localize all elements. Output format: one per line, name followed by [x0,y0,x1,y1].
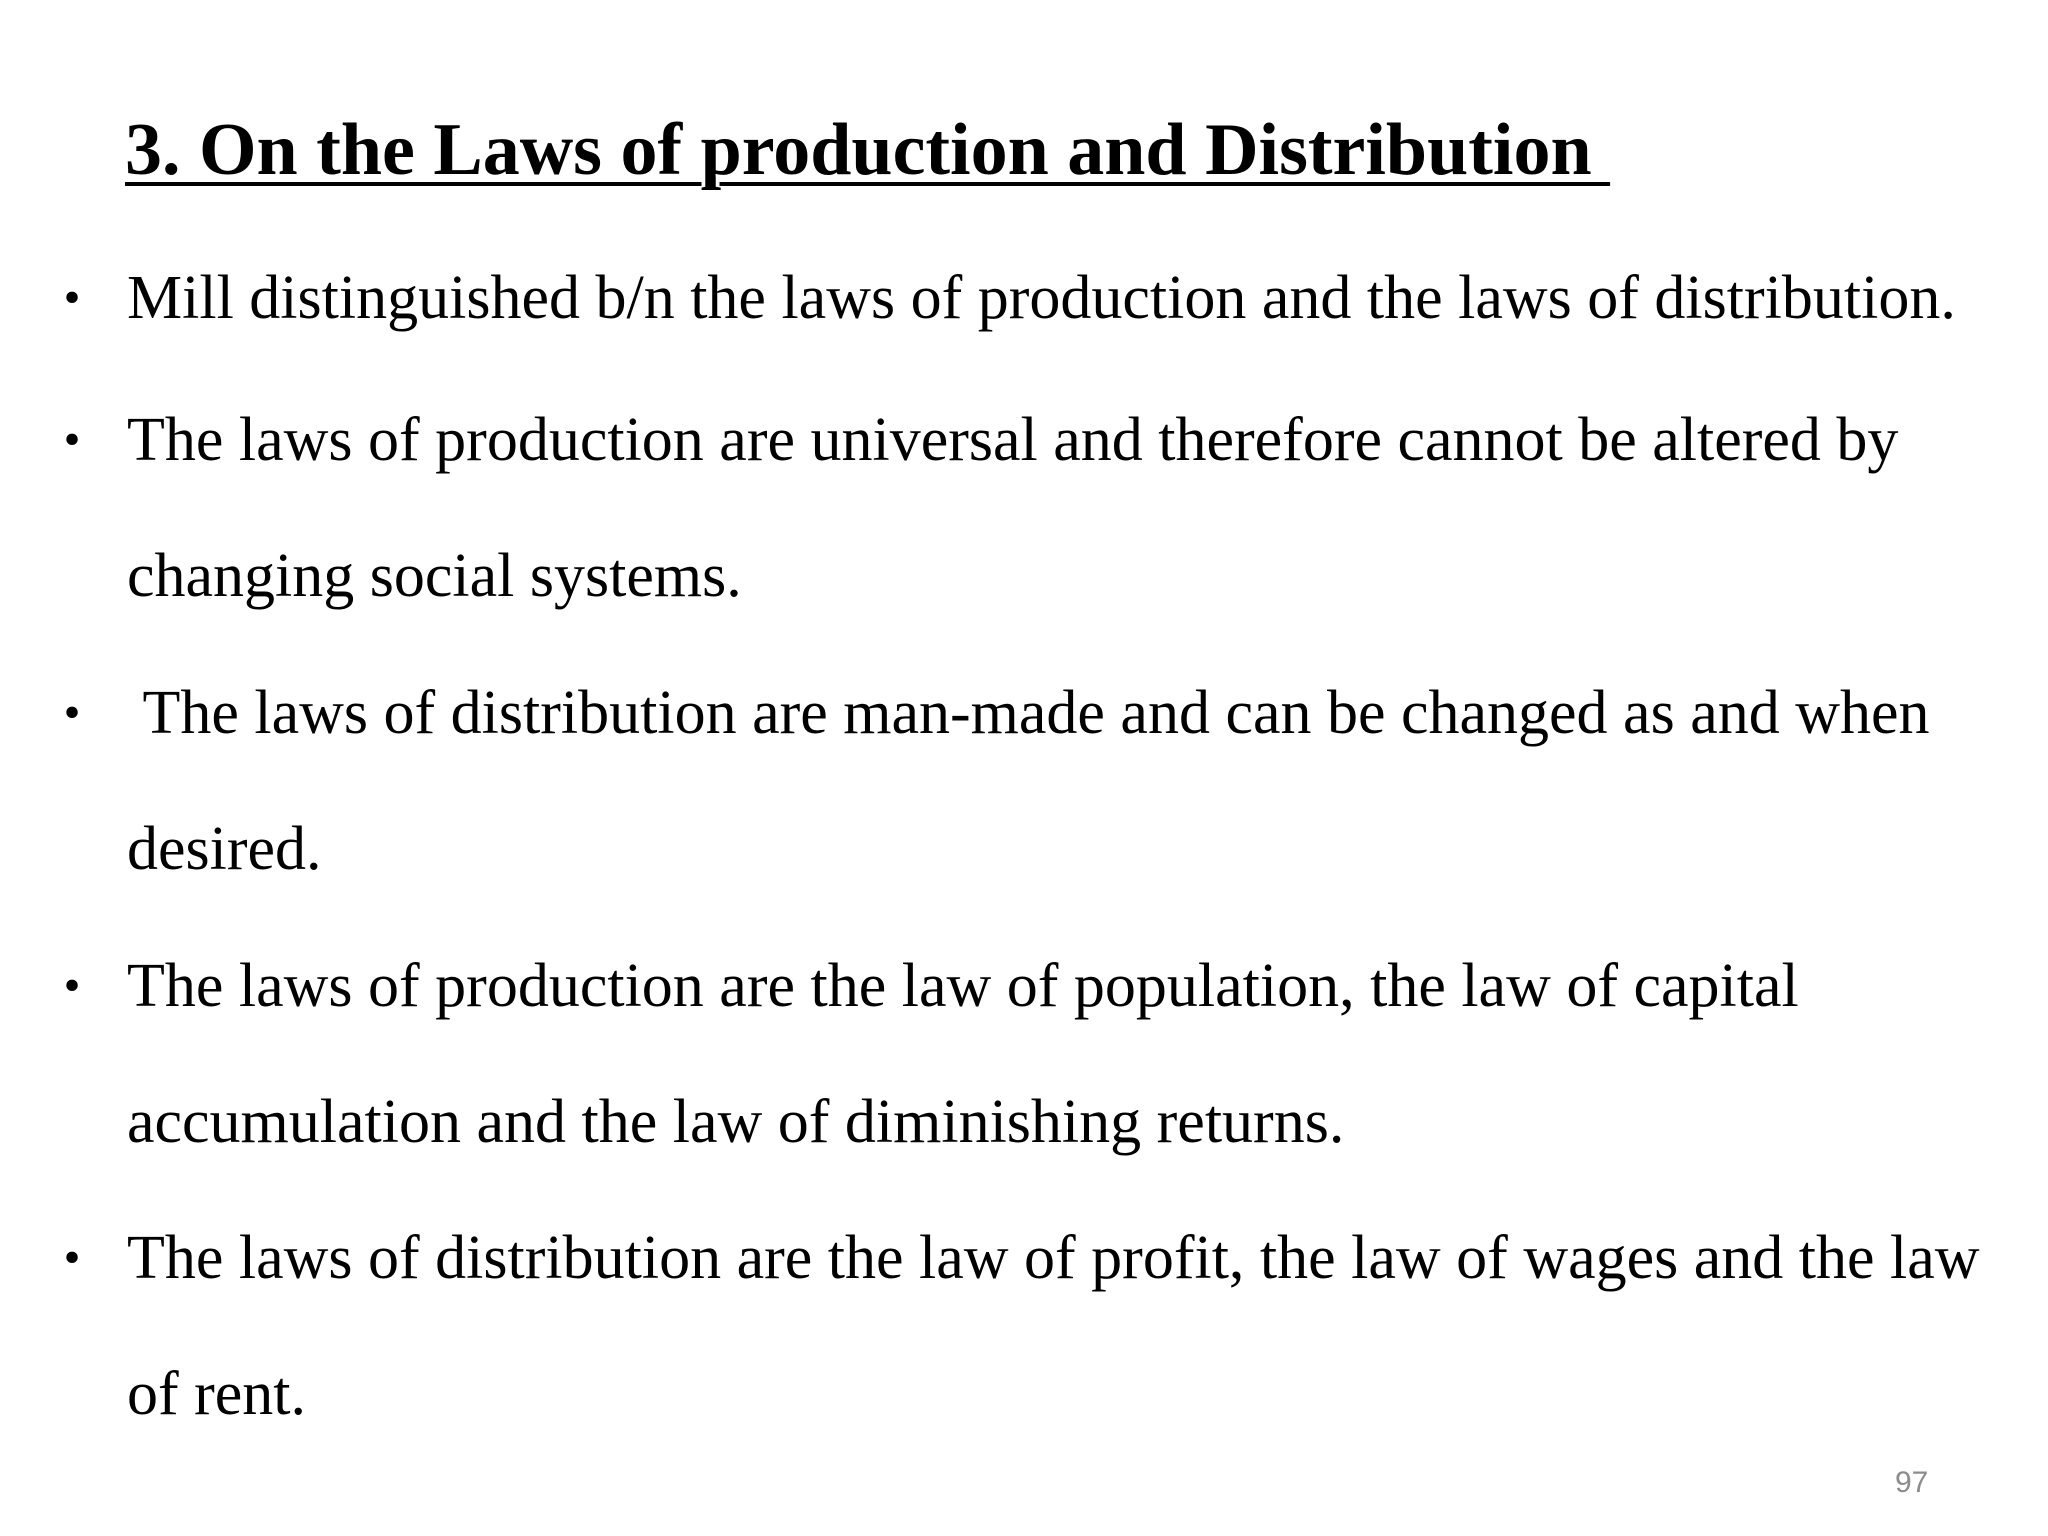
bullet-dot: • [63,271,81,324]
bullet-item [52,645,2012,917]
bullet-text: Mill distinguished b/n the laws of production and the laws of distribution. [127,264,1956,332]
bullet-text: The laws of distribution are the law of profit, the law of wages and the law of rent. [127,1224,1996,1428]
bullet-item [52,1190,2012,1462]
bullet-text: The laws of production are universal and therefore cannot be altered by changing social systems. [127,406,1914,610]
bullet-text: The laws of distribution are man-made and can be changed as and when desired. [127,679,1946,883]
bullet-item [52,230,2012,366]
bullet-dot: • [63,686,81,739]
page-number: 97 [1895,1466,1929,1499]
bullet-dot: • [63,1231,81,1284]
bullet-item [52,372,2012,644]
bullet-dot: • [63,959,81,1012]
bullet-dot: • [63,413,81,466]
bullet-item [52,918,2012,1190]
slide-title: 3. On the Laws of production and Distribution [125,109,1611,191]
bullet-text: The laws of production are the law of population, the law of capital accumulation and the law of diminishing returns. [127,952,1815,1156]
